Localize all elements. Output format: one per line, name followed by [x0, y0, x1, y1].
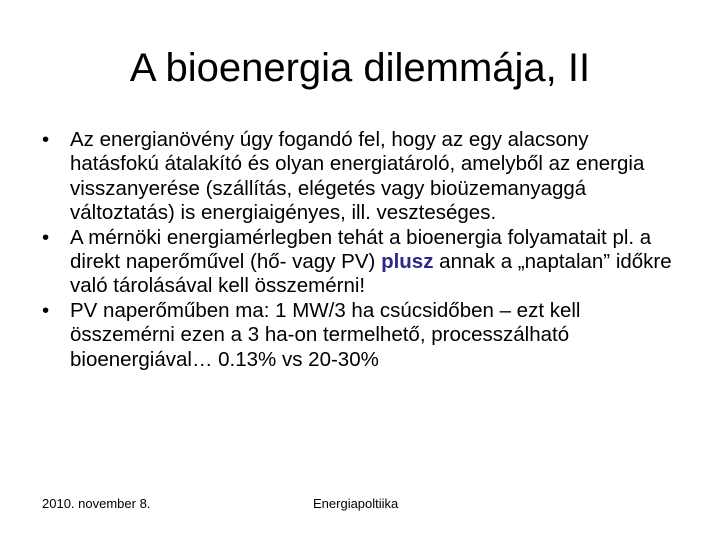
bullet-icon: • [42, 128, 50, 151]
bullet-item-3 [42, 299, 682, 372]
slide-title: A bioenergia dilemmája, II [129, 46, 591, 90]
bullet-item-2 [42, 226, 682, 299]
bullet-text: PV naperőműben ma: 1 MW/3 ha csúcsidőben – ezt kell összemérni ezen a 3 ha-on termelhető, processzálható bioenergiával… 0.13% vs 20-30% [70, 298, 581, 371]
footer-title: Energiapoltiika [313, 496, 399, 511]
bullet-emphasis: plusz [381, 250, 434, 274]
bullet-icon: • [42, 298, 50, 322]
bullet-list [42, 128, 682, 372]
bullet-text-after: annak a „naptalan” időkre való tárolásával kell összemérni! [70, 250, 672, 298]
bullet-text-before: A mérnöki energiamérlegben tehát a bioenergia folyamatait pl. a direkt naperőművel (hő- vagy PV) [70, 225, 652, 274]
bullet-item-1 [42, 128, 682, 226]
bullet-icon: • [42, 225, 50, 249]
footer-date: 2010. november 8. [42, 496, 151, 511]
bullet-text: Az energianövény úgy fogandó fel, hogy az egy alacsony hatásfokú átalakító és olyan energiatároló, amelyből az energia visszanyerése (szállítás, elégetés vagy bioüzemanyaggá változtatás) is energiaigényes, ill. veszteséges. [70, 128, 645, 225]
